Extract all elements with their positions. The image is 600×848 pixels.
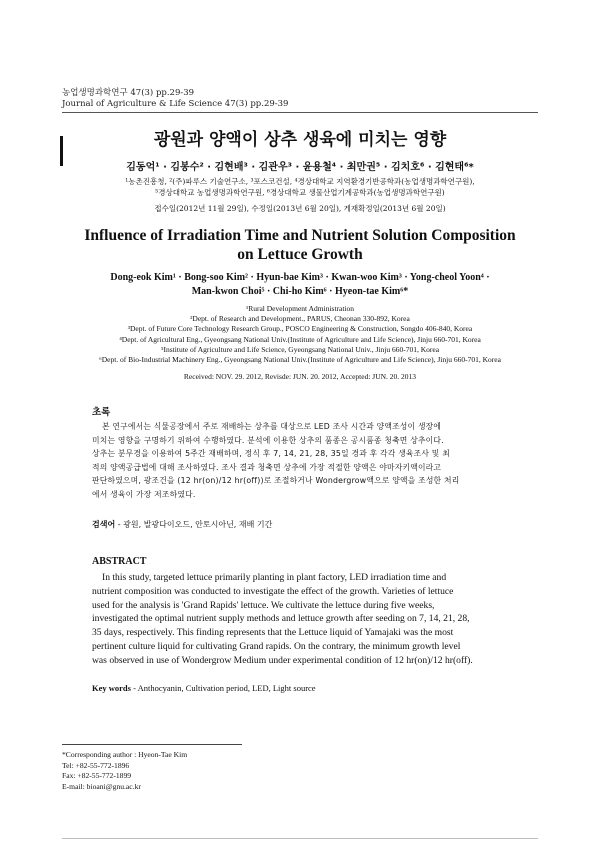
english-abstract-line: In this study, targeted lettuce primarily planting in plant factory, LED irradiation time and [102, 572, 447, 583]
footnote-line: E-mail: bioani@gnu.ac.kr [62, 781, 141, 791]
english-title [40, 226, 560, 264]
english-affiliation-line: ⁵Institute of Agriculture and Life Science, Gyeongsang National Univ., Jinju 660-701, Korea [160, 344, 440, 354]
english-abstract-line: was observed in use of Wondergrow Medium under experimental condition of 12 hr(on)/12 hr(off). [92, 654, 473, 666]
footnote-line: *Corresponding author : Hyeon-Tae Kim [62, 750, 188, 759]
english-keywords-label: Key words [92, 683, 131, 693]
korean-abstract-line: 적의 양액공급법에 대해 조사하였다. 조사 결과 청축면 상추에 가장 적절한 양액은 야마자키액이라고 [92, 462, 442, 472]
english-abstract-line: used for the analysis is 'Grand Rapids' lettuce. We cultivate the lettuce during five weeks, [92, 599, 435, 611]
korean-abstract-line: 에서 생육이 가장 저조하였다. [92, 489, 196, 499]
footnote-rule [62, 744, 242, 745]
english-affiliation-line: ²Dept. of Research and Development., PARUS, Cheonan 330-892, Korea [190, 314, 410, 324]
korean-abstract-body [92, 420, 508, 502]
english-dates: Received: NOV. 29. 2012, Revisde: JUN. 20. 2012, Accepted: JUN. 20. 2013 [183, 372, 417, 381]
english-abstract-line: nutrient composition was conducted to investigate the effect of the growth. Varieties of lettuce [92, 585, 454, 597]
english-authors-line: Dong-eok Kim¹ · Bong-soo Kim² · Hyun-bae Kim³ · Kwan-woo Kim³ · Yong-cheol Yoon⁴ · [110, 272, 490, 283]
footnote-line: Fax: +82-55-772-1899 [62, 771, 132, 781]
english-keywords-list: - Anthocyanin, Cultivation period, LED, Light source [130, 683, 316, 693]
korean-keywords [92, 519, 272, 530]
english-affiliation-line: ¹Rural Development Administration [245, 304, 355, 313]
korean-keywords-list: - 광원, 발광다이오드, 안토시아닌, 재배 기간 [115, 520, 273, 529]
korean-keywords-label: 검색어 [92, 520, 116, 529]
english-authors [40, 271, 560, 299]
footnote-line: Tel: +82-55-772-1896 [62, 760, 130, 770]
korean-abstract-line: 미치는 영향을 구명하기 위하여 수행하였다. 분석에 이용한 상추의 품종은 공시품종 청축면 상추이다. [92, 435, 444, 445]
header-rule [62, 112, 538, 113]
english-abstract-line: investigated the optimal nutrient supply methods and lettuce growth after seeding on 7, 14, 21, 28, [92, 613, 470, 625]
korean-affiliation-line: ¹농촌진흥청, ²(주)파루스 기술연구소, ³포스코건설, ⁴경상대학교 지역환경기반공학과(농업생명과학연구원), [125, 177, 475, 186]
english-authors-line: Man-kwon Choi⁵ · Chi-ho Kim⁶ · Hyeon-tae Kim⁶* [191, 286, 409, 297]
english-affiliation-line: ⁶Dept. of Bio-Industrial Machinery Eng., Gyeongsang National Univ.(Institute of Agriculture and Life Science), Jinju 660-701, Korea [99, 355, 501, 365]
korean-abstract-line: 본 연구에서는 식물공장에서 주로 재배하는 상추를 대상으로 LED 조사 시간과 양액조성이 생장에 [102, 422, 442, 431]
korean-authors: 김동억¹ · 김봉수² · 김현배³ · 김관우³ · 윤용철⁴ · 최만권⁵ · 김치호⁶ · 김현태⁶* [126, 162, 474, 173]
english-keywords [92, 683, 316, 693]
journal-header-english: Journal of Agriculture & Life Science 47(3) pp.29-39 [62, 99, 289, 109]
korean-affiliation-line: ⁵경상대학교 농업생명과학연구원, ⁶경상대학교 생물산업기계공학과(농업생명과학연구원) [155, 188, 445, 197]
english-affiliations [40, 304, 560, 365]
english-affiliation-line: ³Dept. of Future Core Technology Research Group., POSCO Engineering & Construction, Songdo 406-840, Korea [127, 324, 473, 334]
english-title-line: Influence of Irradiation Time and Nutrient Solution Composition [84, 227, 516, 244]
korean-abstract-line: 판단하였으며, 광조건을 (12 hr(on)/12 hr(off))로 조절하거나 Wondergrow액으로 양액을 조성한 처리 [92, 476, 460, 486]
korean-dates: 접수일(2012년 11월 29일), 수정일(2013년 6월 20일), 게재확정일(2013년 6월 20일) [154, 204, 446, 213]
korean-abstract-line: 상추는 분무경을 이용하여 5주간 재배하며, 정식 후 7, 14, 21, 28, 35일 경과 후 각각 생육조사 및 최 [92, 449, 450, 459]
korean-abstract-heading: 초록 [92, 407, 111, 418]
journal-header-korean: 농업생명과학연구 47(3) pp.29-39 [62, 88, 195, 98]
page-bottom-rule [62, 838, 538, 839]
english-abstract-heading: ABSTRACT [92, 556, 147, 567]
korean-affiliations [40, 176, 560, 198]
english-affiliation-line: ⁴Dept. of Agricultural Eng., Gyeongsang National Univ.(Institute of Agriculture and Life Science), Jinju 660-701, Korea [119, 334, 481, 344]
english-abstract-body [92, 571, 508, 668]
corresponding-author-footnote [62, 750, 187, 792]
korean-title: 광원과 양액이 상추 생육에 미치는 영향 [153, 130, 447, 150]
english-title-line: on Lettuce Growth [237, 246, 363, 263]
english-abstract-line: 35 days, respectively. This finding represents that the Lettuce liquid of Yamajaki was the most [92, 627, 454, 639]
english-abstract-line: pertinent culture liquid for cultivating Grand rapids. On the contrary, the minimum growth level [92, 640, 461, 652]
